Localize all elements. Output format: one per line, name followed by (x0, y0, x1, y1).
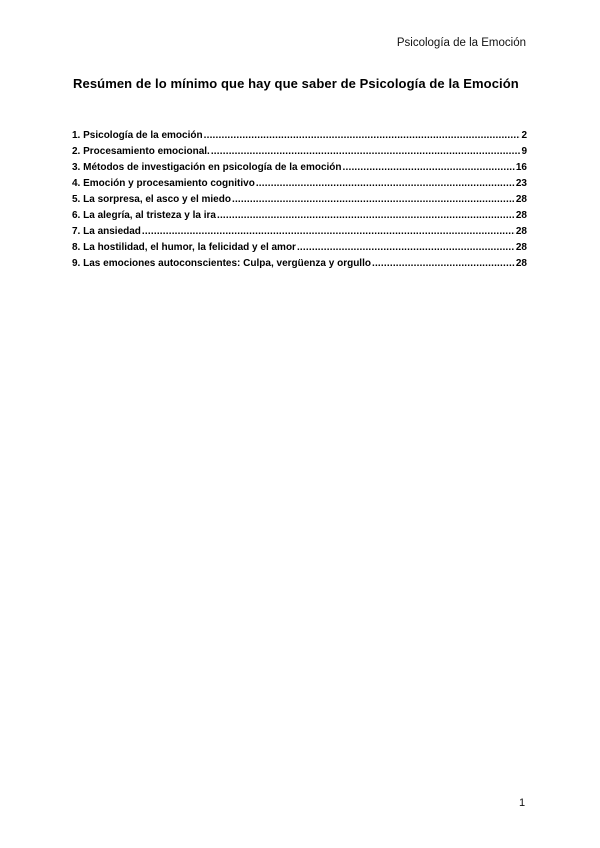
toc-entry-page: 28 (515, 226, 527, 237)
document-title: Resúmen de lo mínimo que hay que saber de Psicología de la Emoción (73, 76, 519, 91)
toc-entry-label: 2. Procesamiento emocional. (72, 146, 210, 157)
toc-entry[interactable] (72, 208, 527, 224)
running-header: Psicología de la Emoción (396, 37, 526, 49)
toc-leader-dots (343, 160, 515, 176)
toc-entry[interactable] (72, 176, 527, 192)
toc-entry[interactable] (72, 128, 527, 144)
toc-leader-dots (372, 256, 515, 272)
toc-entry[interactable] (72, 224, 527, 240)
toc-leader-dots (297, 240, 515, 256)
toc-entry-label: 9. Las emociones autoconscientes: Culpa, vergüenza y orgullo (72, 258, 371, 269)
toc-entry-page: 9 (521, 146, 527, 157)
toc-entry[interactable] (72, 160, 527, 176)
toc-leader-dots (217, 208, 515, 224)
toc-entry-label: 1. Psicología de la emoción (72, 130, 203, 141)
page-number: 1 (519, 797, 526, 809)
toc-entry-page: 28 (515, 258, 527, 269)
toc-leader-dots (232, 192, 515, 208)
toc-entry-label: 6. La alegría, al tristeza y la ira (72, 210, 216, 221)
toc-entry-label: 3. Métodos de investigación en psicología de la emoción (72, 162, 342, 173)
toc-leader-dots (211, 144, 521, 160)
toc-entry[interactable] (72, 192, 527, 208)
toc-entry-page: 28 (515, 210, 527, 221)
toc-leader-dots (204, 128, 521, 144)
toc-entry-label: 8. La hostilidad, el humor, la felicidad y el amor (72, 242, 296, 253)
toc-entry-page: 16 (515, 162, 527, 173)
toc-entry[interactable] (72, 144, 527, 160)
toc-entry-label: 7. La ansiedad (72, 226, 141, 237)
toc-entry[interactable] (72, 256, 527, 272)
toc-entry-page: 2 (521, 130, 527, 141)
toc-entry-page: 23 (515, 178, 527, 189)
toc-entry-page: 28 (515, 242, 527, 253)
toc-entry-label: 5. La sorpresa, el asco y el miedo (72, 194, 231, 205)
toc-entry-label: 4. Emoción y procesamiento cognitivo (72, 178, 255, 189)
toc-leader-dots (256, 176, 515, 192)
toc-entry[interactable] (72, 240, 527, 256)
toc-leader-dots (142, 224, 515, 240)
toc-entry-page: 28 (515, 194, 527, 205)
table-of-contents (72, 128, 527, 272)
